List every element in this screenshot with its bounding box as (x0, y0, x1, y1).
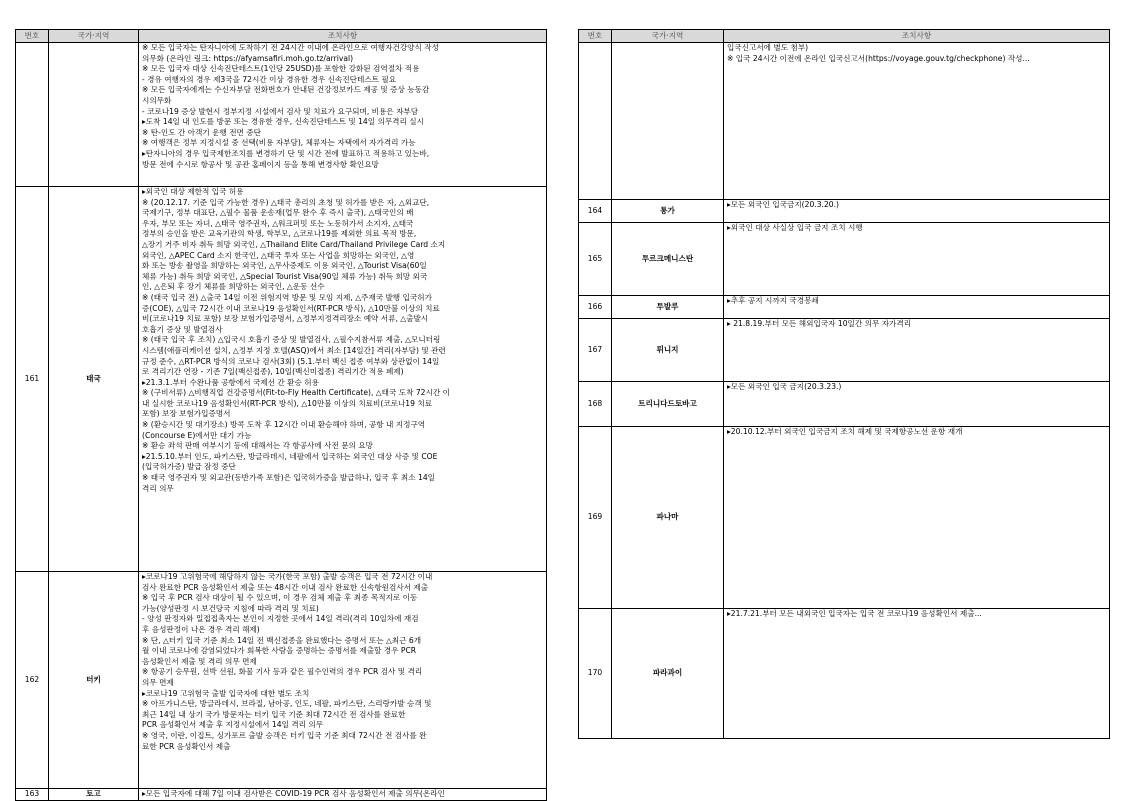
measure-line: ※ 태국 영주권자 및 외교관(동반가족 포함)은 입국허가증을 발급하나, 입국 후 최소 14일 (142, 473, 435, 483)
measure-line: PCR 음성확인서 제출 후 지정시설에서 14일 격리 의무 (142, 720, 324, 730)
measure-line: 후 음성판정이 나온 경우 격리 해제) (142, 624, 260, 634)
measure-line: ▸21.5.10.부터 인도, 파키스탄, 방글라데시, 네팔에서 입국하는 외국인 대상 사증 및 COE (142, 451, 438, 461)
row-measures (724, 43, 1110, 200)
measure-line: ※ (태국 입국 후 조치) △입국시 호흡기 증상 및 발열검사, △필수지참서류 제출, △모니터링 (142, 335, 441, 345)
measure-line: 체류 가능) 취득 희망 외국인, △Special Tourist Visa(90일 체류 가능) 취득 희망 외국 (142, 271, 428, 281)
measure-line: ※ 항공기 승무원, 선박 선원, 화물 기사 등과 같은 필수인력의 경우 PCR 검사 및 격리 (142, 667, 423, 677)
measure-line: - 양성 판정자와 밀접접촉자는 본인이 지정한 곳에서 14일 격리(격리 10일차에 재검 (142, 614, 419, 624)
measures-table-left (15, 29, 547, 801)
table-row (579, 319, 1110, 382)
row-measures (724, 319, 1110, 382)
measure-line: 포함) 보장 보험가입증명서 (142, 409, 231, 419)
row-country (612, 43, 724, 200)
measures-table-right (578, 29, 1110, 739)
measure-line: 방문 전에 수시로 항공사 및 공관 홈페이지 등을 통해 변경사항 확인요망 (142, 159, 379, 169)
measure-line: ※ 탄-인도 간 아객기 운행 전면 중단 (142, 127, 261, 137)
measure-line: 의무화 (온라인 링크: https://afyamsafiri.moh.go.tz/arrival) (142, 53, 354, 63)
row-country: 태국 (49, 187, 139, 572)
measure-line: ▸추후 공지 시까지 국경봉쇄 (727, 296, 819, 305)
measure-line: ▸코로나19 고위험국 출발 입국자에 대한 별도 조치 (142, 688, 310, 698)
row-country: 투르크메니스탄 (612, 223, 724, 296)
measure-line: 입국신고서에 별도 첨부) (727, 43, 809, 52)
table-row (16, 572, 547, 789)
header-measure: 조치사항 (724, 30, 1110, 43)
table-row (579, 427, 1110, 609)
table-row (16, 43, 547, 187)
table-row (579, 223, 1110, 296)
measure-line: 화 또는 방송 촬영을 희망하는 외국인, △무사증제도 이용 외국인, △Tourist Visa(60일 (142, 261, 427, 271)
table-row (579, 296, 1110, 319)
measure-line: 호흡기 증상 및 발열검사 (142, 324, 223, 334)
table-row (579, 43, 1110, 200)
measure-line: 월 이내 코로나에 감염되었다가 회복한 사람을 증명하는 증명서를 제출할 경우 PCR (142, 646, 417, 656)
measure-line: ▸모든 외국인 입국 금지(20.3.23.) (727, 382, 842, 391)
measure-line: (Concourse E)에서만 대기 가능 (142, 430, 252, 440)
row-number: 166 (579, 296, 612, 319)
measure-line: 검사 완료한 PCR 음성확인서 제출 또는 48시간 이내 검사 완료한 신속항원검사서 제출 (142, 582, 429, 592)
header-measure: 조치사항 (139, 30, 547, 43)
measure-line: 인, △은퇴 후 장기 체류를 희망하는 외국인, △운동 선수 (142, 282, 325, 292)
row-measures (724, 223, 1110, 296)
measure-line: ▸20.10.12.부터 외국인 입국금지 조치 해제 및 국제항공노선 운항 재개 (727, 427, 963, 436)
row-number: 167 (579, 319, 612, 382)
row-measures (139, 43, 547, 187)
table-row (579, 609, 1110, 739)
row-country: 토고 (49, 789, 139, 801)
table-row (16, 789, 547, 801)
measure-line: 비(코로나19 치료 포함) 보장 보험가입증명서, △정부지정격리장소 예약 서류, △출발시 (142, 314, 429, 324)
measure-line: 내 실시한 코로나19 음성확인서(RT-PCR 방식), △10만불 이상의 치료비(코로나19 치료 (142, 398, 433, 408)
measure-line: ▸ 21.8.19.부터 모든 해외입국자 10일간 의무 자가격리 (727, 319, 912, 328)
measure-line: ▸탄자니아의 경우 입국제한조치를 변경하기 단 및 시간 전에 발표하고 적용하고 있는바, (142, 148, 430, 158)
measure-line: ※ (환승시간 및 대기장소) 방콕 도착 후 12시간 이내 환승해야 하며, 공항 내 지정구역 (142, 420, 426, 430)
measure-line: ※ (20.12.17. 기준 입국 가능한 경우) △태국 총리의 초청 및 허가를 받은 자, △외교단, (142, 197, 430, 207)
row-measures (724, 296, 1110, 319)
row-measures (724, 382, 1110, 427)
measure-line: (입국허가증) 발급 잠정 중단 (142, 462, 236, 472)
measure-line: 로 격리기간 연장 - 기존 7일(백신접종), 10일(백신미접종) 격리기간 적용 폐제) (142, 367, 404, 377)
measure-line: ※ 모든 입국자 대상 신속진단테스트(1인당 25USD)를 포함한 강화된 검역절차 적용 (142, 64, 420, 74)
measure-line: ▸모든 외국인 입국금지(20.3.20.) (727, 200, 839, 209)
measure-line: 정부의 승인을 받은 교육기관의 학생, 학부모, △코로나19를 제외한 의료 목적 방문, (142, 229, 417, 239)
measure-line: 최근 14일 내 상기 국가 방문자는 터키 입국 기준 최대 72시간 전 검사를 완료한 (142, 709, 406, 719)
measure-line: - 경유 여행자의 경우 제3국을 72시간 이상 경유한 경우 신속진단테스트 필요 (142, 74, 397, 84)
measure-line: 시의무화 (142, 95, 172, 105)
header-num: 번호 (579, 30, 612, 43)
row-measures (724, 427, 1110, 609)
row-number: 168 (579, 382, 612, 427)
row-measures (139, 187, 547, 572)
row-country: 파라과이 (612, 609, 724, 739)
measure-line: ※ (구비서류) △비행직업 건강증명서(Fit-to-Fly Health Certificate), △태국 도착 72시간 이 (142, 388, 450, 398)
measure-line: ※ (태국 입국 전) △출국 14일 이전 위험지역 방문 및 모임 지제, △주재국 발행 입국허가 (142, 292, 432, 302)
row-number: 163 (16, 789, 49, 801)
row-number: 161 (16, 187, 49, 572)
measure-line: 료한 PCR 음성확인서 제출 (142, 741, 231, 751)
measure-line: ▸도착 14일 내 인도를 방문 또는 경유한 경우, 신속진단테스트 및 14일 의무격리 실시 (142, 117, 424, 127)
table-row (579, 200, 1110, 223)
measure-line: ▸외국인 대상 사실상 입국 금지 조치 시행 (727, 223, 863, 232)
table-header-row (579, 30, 1110, 43)
row-measures (139, 572, 547, 789)
measure-line: ▸모든 입국자에 대해 7일 이내 검사받은 COVID-19 PCR 검사 음성확인서 제출 의무(온라인 (142, 789, 445, 798)
header-num: 번호 (16, 30, 49, 43)
measure-line: ※ 단, △터키 입국 기준 최소 14일 전 백신접종을 완료했다는 증명서 또는 △최근 6개 (142, 635, 422, 645)
table-row (579, 382, 1110, 427)
measure-line: ※ 입국 후 PCR 검사 대상이 될 수 있으며, 이 경우 검체 제출 후 최종 목적지로 이동 (142, 593, 418, 603)
measure-line: ▸21.3.1.부터 수완나품 공항에서 국제선 간 환승 허용 (142, 377, 319, 387)
row-number (579, 43, 612, 200)
row-number: 162 (16, 572, 49, 789)
table-header-row (16, 30, 547, 43)
row-measures (724, 200, 1110, 223)
measure-line: 규정 준수, △RT-PCR 방식의 코로나 검사(3회) (5.1.부터 백신 접종 여부와 상관없이 14일 (142, 356, 440, 366)
measure-line: 시스템(애플리케이션 설치, △정부 지정 호텔(ASQ)에서 최소 [14일간] 격리(자부담) 및 관련 (142, 345, 446, 355)
measure-line: ※ 여행객은 정부 지정시설 중 선택(비용 자부담), 체류자는 자택에서 자가격리 가능 (142, 138, 416, 148)
measure-line: 격리 의무 (142, 483, 174, 493)
row-number: 170 (579, 609, 612, 739)
measure-line: - 코로나19 증상 발현시 정부지정 시설에서 검사 및 치료가 요구되며, 비용은 자부담 (142, 106, 419, 116)
measure-line: 가능(양성판정 시 보건당국 지침에 따라 격리 및 치료) (142, 603, 319, 613)
row-country: 튀니지 (612, 319, 724, 382)
measure-line: △장기 거주 비자 취득 희망 외국인, △Thailand Elite Card/Thailand Privilege Card 소지 (142, 239, 446, 249)
measure-line: ※ 입국 24시간 이전에 온라인 입국신고서(https://voyage.gouv.tg/checkphone) 작성... (727, 53, 1030, 63)
row-country (49, 43, 139, 187)
row-country: 트리니다드토바고 (612, 382, 724, 427)
measure-line: ※ 아프가니스탄, 방글라데시, 브라질, 남아공, 인도, 네팔, 파키스탄, 스리랑카발 승객 및 (142, 699, 432, 709)
measure-line: ※ 영국, 이란, 이집트, 싱가포르 출발 승객은 터키 입국 기준 최대 72시간 전 검사를 완 (142, 730, 427, 740)
row-number (16, 43, 49, 187)
row-country: 터키 (49, 572, 139, 789)
measure-line: 국제기구, 정부 대표단, △필수 물품 운송재(업무 완수 후 즉시 출국), △태국인의 배 (142, 208, 414, 218)
row-measures (724, 609, 1110, 739)
measure-line: 우자, 부모 또는 자녀, △태국 영주권자, △워크퍼밋 또는 노동허가서 소지자, △태국 (142, 218, 414, 228)
measure-line: ▸외국인 대상 제한적 입국 허용 (142, 187, 244, 196)
measure-line: ※ 모든 입국자는 탄자니아에 도착하기 전 24시간 이내에 온라인으로 여행자건강양식 작성 (142, 43, 439, 52)
measure-line: 증(COE), △입국 72시간 이내 코로나19 음성확인서(RT-PCR 방식), △10만불 이상의 치료 (142, 303, 440, 313)
measure-line: 외국인, △APEC Card 소지 한국인, △태국 투자 또는 사업을 희망하는 외국인, △영 (142, 250, 415, 260)
row-country: 투발루 (612, 296, 724, 319)
measure-line: 의무 면제 (142, 677, 174, 687)
measure-line: 음성확인서 제출 및 격리 의무 면제 (142, 656, 257, 666)
row-number: 169 (579, 427, 612, 609)
measure-line: ▸21.7.21.부터 모든 내외국인 입국자는 입국 전 코로나19 음성확인서 제출... (727, 609, 982, 618)
row-country: 통가 (612, 200, 724, 223)
row-country: 파나마 (612, 427, 724, 609)
measure-line: ▸코로나19 고위험국에 해당하지 않는 국가(한국 포함) 출발 승객은 입국 전 72시간 이내 (142, 572, 433, 581)
header-country: 국가·지역 (612, 30, 724, 43)
measure-line: ※ 모든 입국자에게는 수신자부담 전화번호가 안내된 건강정보카드 제공 및 증상 능동감 (142, 85, 430, 95)
row-number: 165 (579, 223, 612, 296)
measure-line: ※ 환승 좌석 판매 여부시기 등에 대해서는 각 항공사에 사전 문의 요망 (142, 441, 373, 451)
table-row (16, 187, 547, 572)
row-measures (139, 789, 547, 801)
row-number: 164 (579, 200, 612, 223)
header-country: 국가·지역 (49, 30, 139, 43)
